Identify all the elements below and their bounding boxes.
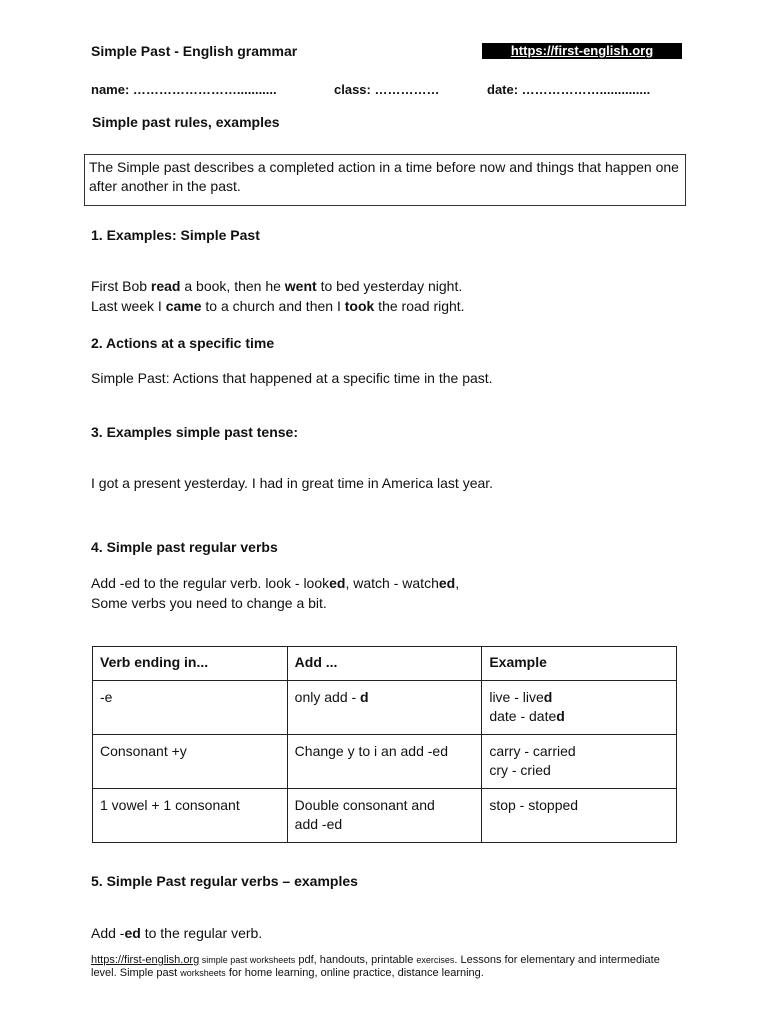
example-line-2: Last week I came to a church and then I took the road right. [91,297,465,314]
section-2-heading: 2. Actions at a specific time [91,335,275,351]
intro-text: The Simple past describes a completed action in a time before now and things that happen one after another in the past. [89,159,679,194]
rules-subtitle: Simple past rules, examples [92,114,280,130]
verb-rules-table [92,646,677,843]
table-cell: Consonant +y [93,734,288,788]
table-row [93,788,677,842]
section-3-text: I got a present yesterday. I had in great time in America last year. [91,475,494,491]
section-2-text: Simple Past: Actions that happened at a specific time in the past. [91,370,493,386]
table-cell: 1 vowel + 1 consonant [93,788,288,842]
table-cell: only add - d [287,680,482,734]
table-cell: carry - carried cry - cried [482,734,677,788]
section-1-heading: 1. Examples: Simple Past [91,227,260,243]
section-5-heading: 5. Simple Past regular verbs – examples [91,873,358,889]
section-3-heading: 3. Examples simple past tense: [91,424,298,440]
section-1-examples [91,277,465,316]
date-field: date: ……………….............. [487,82,651,97]
footer-link[interactable]: https://first-english.org [91,954,200,966]
rule-line-1: Add -ed to the regular verb. look - looked, watch - watched, [91,575,460,591]
intro-box [84,154,686,206]
rule-line-2: Some verbs you need to change a bit. [91,594,327,611]
table-row [93,680,677,734]
example-line-1: First Bob read a book, then he went to bed yesterday night. [91,278,463,294]
table-cell: live - lived date - dated [482,680,677,734]
column-header: Verb ending in... [93,647,288,681]
section-4-heading: 4. Simple past regular verbs [91,539,278,555]
column-header: Example [482,647,677,681]
section-5-text: Add -ed to the regular verb. [91,925,263,941]
column-header: Add ... [287,647,482,681]
table-header-row [93,647,677,681]
section-4-text [91,574,459,613]
table-cell: Double consonant and add -ed [287,788,482,842]
table-cell: Change y to i an add -ed [287,734,482,788]
table-row [93,734,677,788]
table-cell: stop - stopped [482,788,677,842]
site-url-link[interactable]: https://first-english.org [482,43,682,59]
footer-note: https://first-english.org simple past worksheets pdf, handouts, printable exercises. Lessons for elementary and intermediate level. Simple past worksheets for home learning, online practice, distance learning. [91,954,660,979]
class-field: class: …………… [334,82,440,97]
name-field: name: ……………………........... [91,82,277,97]
worksheet-title: Simple Past - English grammar [91,43,298,59]
table-cell: -e [93,680,288,734]
